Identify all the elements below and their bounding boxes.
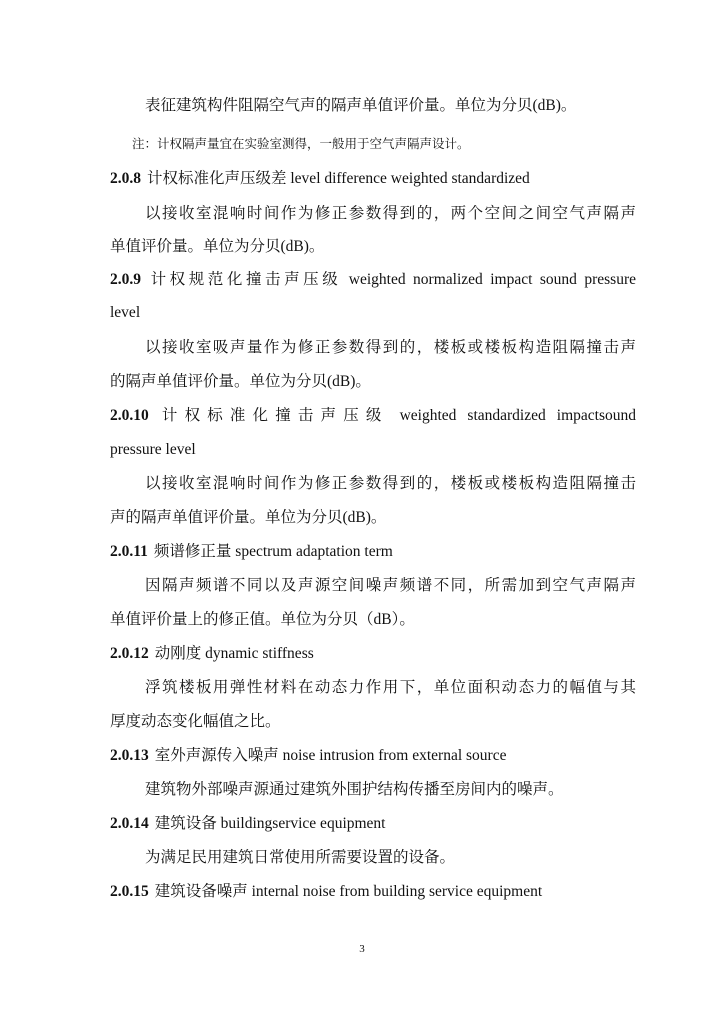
body-line: 单值评价量。单位为分贝(dB)。 bbox=[110, 238, 325, 255]
section-title: 计权规范化撞击声压级 weighted normalized impact sound pressure bbox=[147, 271, 636, 288]
section-heading-2-0-13 bbox=[110, 745, 636, 767]
section-heading-2-0-12 bbox=[110, 643, 636, 665]
body-line: 表征建筑构件阻隔空气声的隔声单值评价量。单位为分贝(dB)。 bbox=[145, 97, 577, 114]
body-line: 为满足民用建筑日常使用所需要设置的设备。 bbox=[145, 849, 456, 866]
section-number: 2.0.10 bbox=[110, 407, 149, 424]
section-title: 建筑设备噪声 internal noise from building service equipment bbox=[154, 883, 543, 900]
section-heading-2-0-15 bbox=[110, 881, 636, 903]
section-title: 室外声源传入噪声 noise intrusion from external source bbox=[154, 747, 507, 764]
section-number: 2.0.13 bbox=[110, 747, 149, 764]
body-line: 以接收室混响时间作为修正参数得到的，两个空间之间空气声隔声 bbox=[145, 205, 636, 222]
body-line: pressure level bbox=[110, 441, 196, 458]
body-line: 以接收室混响时间作为修正参数得到的，楼板或楼板构造阻隔撞击 bbox=[145, 475, 636, 492]
section-heading-2-0-10 bbox=[110, 405, 636, 427]
section-title: 动刚度 dynamic stiffness bbox=[154, 645, 314, 662]
section-title: 计权标准化撞击声压级 weighted standardized impactsound bbox=[154, 407, 636, 424]
body-line: 单值评价量上的修正值。单位为分贝（dB）。 bbox=[110, 611, 415, 628]
body-line: 声的隔声单值评价量。单位为分贝(dB)。 bbox=[110, 509, 387, 526]
section-number: 2.0.11 bbox=[110, 543, 148, 560]
note-line: 注：计权隔声量宜在实验室测得，一般用于空气声隔声设计。 bbox=[132, 137, 470, 151]
page-number: 3 bbox=[359, 943, 365, 955]
body-line: 的隔声单值评价量。单位为分贝(dB)。 bbox=[110, 373, 371, 390]
section-heading-2-0-11 bbox=[110, 541, 636, 563]
section-heading-2-0-8 bbox=[110, 168, 636, 190]
section-number: 2.0.8 bbox=[110, 170, 141, 187]
body-line: 因隔声频谱不同以及声源空间噪声频谱不同，所需加到空气声隔声 bbox=[145, 577, 636, 594]
body-line: level bbox=[110, 304, 141, 321]
section-number: 2.0.15 bbox=[110, 883, 149, 900]
section-number: 2.0.9 bbox=[110, 271, 141, 288]
section-number: 2.0.14 bbox=[110, 815, 149, 832]
body-line: 以接收室吸声量作为修正参数得到的，楼板或楼板构造阻隔撞击声 bbox=[145, 339, 636, 356]
section-heading-2-0-14 bbox=[110, 813, 636, 835]
section-heading-2-0-9 bbox=[110, 269, 636, 291]
body-line: 浮筑楼板用弹性材料在动态力作用下，单位面积动态力的幅值与其 bbox=[145, 679, 636, 696]
section-title: 建筑设备 buildingservice equipment bbox=[154, 815, 386, 832]
section-title: 计权标准化声压级差 level difference weighted standardized bbox=[147, 170, 530, 187]
section-number: 2.0.12 bbox=[110, 645, 149, 662]
body-line: 厚度动态变化幅值之比。 bbox=[110, 713, 281, 730]
section-title: 频谱修正量 spectrum adaptation term bbox=[153, 543, 393, 560]
body-line: 建筑物外部噪声源通过建筑外围护结构传播至房间内的噪声。 bbox=[145, 781, 564, 798]
